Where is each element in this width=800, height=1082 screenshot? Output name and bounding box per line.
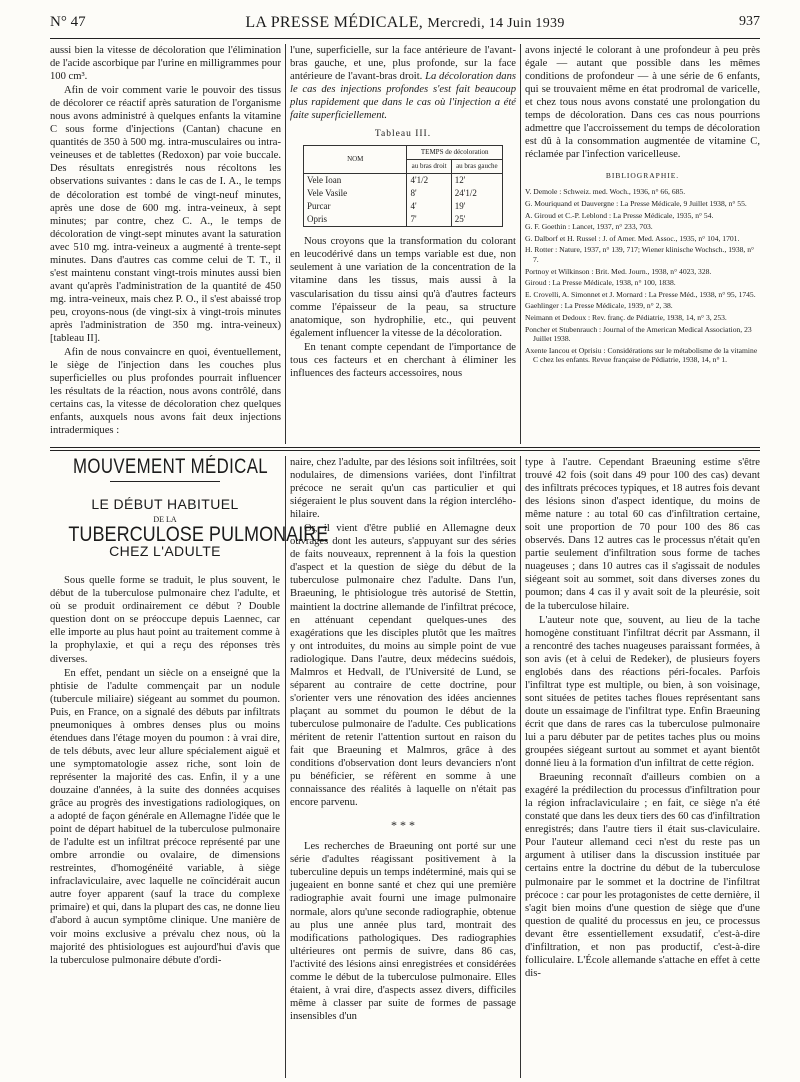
paragraph: naire, chez l'adulte, par des lésions soit infiltrées, soit nodulaires, de dimensions variées, dont l'infiltrat précoce ne serait qu'un cas particulier et qui siégeraient le plus souvent dans la région interclého-hilaire. [290, 457, 516, 521]
paragraph: Sous quelle forme se traduit, le plus souvent, le début de la tuberculose pulmonaire chez l'adulte, et où se produit ordinairement ce début ? Double question dont on se préoccupe depuis Laennec, car elle importe au plus haut point au traitement comme à la prophylaxie, et qui a reçu des réponses très diverses. [50, 575, 280, 665]
paragraph: avons injecté le colorant à une profondeur à peu près égale — autant que possible dans les mêmes conditions de profondeur — à une série de 6 enfants, qui se trouvaient même en état prodromal de varicelle, et chez tous nous avons constaté une prolongation du temps de décoloration. Dans ces cas nous pourrions admettre que l'accroissement du temps de décoloration est dû à la consommation augmentée de vitamine C, réclamée par l'infection varicelleuse. [525, 45, 760, 161]
paragraph: Nous croyons que la transformation du colorant en leucodérivé dans un temps variable est due, non seulement à une variation de la concentration de la vitamine dans les tissus, mais aussi à la vascularisation du tissu ainsi qu'à d'autres facteurs comme l'épaisseur de la peau, sa structure anatomique, son hydrophilie, etc., qui peuvent également influencer la vitesse de la décoloration. [290, 236, 516, 339]
bottom-column-1 [50, 455, 329, 1078]
top-column-3 [525, 44, 760, 442]
top-column-2 [290, 44, 516, 442]
page-number: 937 [739, 14, 760, 29]
header-rule [50, 38, 760, 39]
article-title-line-2: DE LA [153, 515, 177, 525]
bibliography-entry: Poncher et Stubenrauch : Journal of the American Medical Association, 23 Juillet 1938. [525, 324, 752, 344]
paragraph: l'une, superficielle, sur la face antérieure de l'avant-bras gauche, et une, plus profonde, sur la face antérieure de l'avant-bras droit. [290, 45, 516, 83]
table-header-name: NOM [304, 146, 407, 174]
bottom-column-2 [290, 456, 516, 1078]
bottom-column-3 [525, 456, 760, 1078]
article-title-line-1: LE DÉBUT HABITUEL [91, 496, 239, 513]
paragraph: En tenant compte cependant de l'importance de tous ces facteurs et en cherchant à éliminer les influences des facteurs accessoires, nous [290, 341, 516, 379]
article-title-main: TUBERCULOSE PULMONAIRE [68, 522, 329, 547]
column-divider [520, 44, 521, 444]
journal-name: LA PRESSE MÉDICALE, [245, 14, 424, 31]
section-rule-bottom [50, 450, 760, 451]
section-rule-top [50, 447, 760, 448]
paragraph: Afin de nous convaincre en quoi, éventuellement, le siège de l'injection dans les couches plus superficielles ou plus profondes pourrait influencer les résultats de la réaction, nous avons contrôlé, dans certains cas, la vitesse de décoloration chez quelques enfants, auxquels nous avons fait deux injections intradermiques : [50, 347, 281, 437]
page-header [50, 14, 760, 36]
bibliography-entry: Axente Iancou et Oprisiu : Considérations sur le métabolisme de la vitamine C chez les enfants. Revue française de Pédiatrie, 1938, 14, n° 1. [525, 345, 758, 365]
column-divider [285, 456, 286, 1078]
table-row [304, 200, 503, 213]
bibliography-entry: Giroud : La Presse Médicale, 1938, n° 100, 1838. [525, 278, 676, 288]
table-cell: 7' [407, 213, 451, 227]
table-cell: 25' [451, 213, 502, 227]
table-row [304, 174, 503, 188]
table-cell: 19' [451, 200, 502, 213]
article-title-line-4: CHEZ L'ADULTE [109, 543, 221, 560]
table-cell: 8' [407, 187, 451, 200]
table-cell: Opris [304, 213, 407, 227]
bibliography-entry: A. Giroud et C.-P. Leblond : La Presse Médicale, 1935, n° 54. [525, 210, 714, 220]
table-row [304, 213, 503, 227]
italic-conclusion: La décoloration dans le cas des injections profondes s'est fait beaucoup plus rapidement que dans le cas où l'injection a été faite superficiellement. [290, 71, 516, 122]
issue-number: N° 47 [50, 14, 86, 30]
column-divider [520, 456, 521, 1078]
bibliography-entry: G. Mouriquand et Dauvergne : La Presse Médicale, 9 Juillet 1938, n° 55. [525, 199, 747, 209]
bibliography-heading: BIBLIOGRAPHIE. [605, 171, 680, 181]
paragraph: type à l'autre. Cependant Braeuning estime s'être trouvé 42 fois (soit dans 49 pour 100 des cas) devant des infiltrats précoces typiques, et 18 autres fois devant des lésions sinon d'aspect identique, du moins de même nature : au total 60 cas d'infiltration certaine, soit une proportion de 70 pour 100 des 86 cas observés. Dans 12 autres cas le processus n'était qu'en partie seulement d'infiltration sous forme de taches nuageuses ; dans 10 autres cas il s'agissait de nodules siégeant soit au sommet, soit dans diverses zones du poumon; dans 4 cas il y avait soit de la pleurésie, soit de la tuberculose hilaire. [525, 457, 760, 612]
table-cell: Vele Ioan [304, 174, 407, 188]
table-cell: 12' [451, 174, 502, 188]
bibliography-entry: Gaehlinger : La Presse Médicale, 1939, n° 2, 38. [525, 301, 673, 311]
table-cell: Vele Vasile [304, 187, 407, 200]
bibliography-list [525, 187, 760, 365]
paragraph: Les recherches de Braeuning ont porté sur une série d'adultes réagissant positivement à la tuberculine depuis un temps indéterminé, mais qui se jugeaient en bonne santé et chez qui une première radiographie avait fourni une image pulmonaire normale, alors qu'une seconde radiographie, obtenue au plus une année plus tard, montrait des modifications pathologiques. Des radiographies ultérieures ont permis de suivre, dans 86 cas, l'activité des lésions ainsi enregistrées et considérées comme le début de la tuberculose pulmonaire. Elles étaient, à vrai dire, d'aspects assez divers, difficiles même à classer par suite de formes de passage insensibles d'un [290, 841, 516, 1022]
section-break-stars: * * * [391, 818, 415, 833]
bibliography-entry: H. Rotter : Nature, 1937, n° 139, 717; Wiener klinische Wochsch., 1938, n° 7. [525, 245, 755, 265]
bibliography-entry: E. Crovelli, A. Simonnet et J. Mornard : La Presse Méd., 1938, n° 95, 1745. [525, 289, 756, 299]
table-row [304, 187, 503, 200]
issue-date: Mercredi, 14 Juin 1939 [427, 16, 565, 31]
bibliography-entry: G. Dalborf et H. Russel : J. of Amer. Med. Assoc., 1935, n° 104, 1701. [525, 233, 740, 243]
table-cell: 24'1/2 [451, 187, 502, 200]
paragraph: Braeuning reconnaît d'ailleurs combien on a exagéré la prédilection du processus d'infiltration pour la région infraclaviculaire ; en fait, ce siège n'a été constaté que dans les deux tiers des 60 cas d'infiltration enregistrés; dans l'autre tiers il était sus-claviculaire. Pour l'auteur allemand ceci n'est du reste pas un argument à utiliser dans la discussion instituée par certains entre la doctrine du début de la tuberculose pulmonaire par le sommet et la doctrine de l'infiltrat précoce : car pour les protagonistes de cette dernière, il s'agit bien moins d'une question de siège que d'une question de qualité du processus en jeu, ce processus devant être essentiellement exsudatif, c'est-à-dire d'infiltration, et non pas productif, c'est-à-dire folliculaire. L'École allemande s'attache en effet à cette dis- [525, 772, 760, 979]
paragraph: L'auteur note que, souvent, au lieu de la tache homogène constituant l'infiltrat décrit par Assmann, il a rencontré des taches nuageuses paraissant formées, à son avis (et à celui de Redeker), de plusieurs foyers englobés dans des réactions péri-focales. Parfois l'infiltrat type est multiple, ou bien, à son voisinage, sont situées de petites taches floues représentant sans doute un essaimage de l'infiltrat type. Enfin Braeuning écrit que dans de rares cas la tuberculose pulmonaire lui a paru débuter par de petites taches plus ou moins groupées siégeant surtout au sommet et ayant bientôt donné lieu à la formation d'un infiltrat de cette région. [525, 614, 760, 770]
bibliography-entry: G. F. Goethin : Lancet, 1937, n° 233, 703. [525, 222, 653, 232]
table-cell: 4'1/2 [407, 174, 451, 188]
top-column-1 [50, 44, 281, 442]
column-divider [285, 44, 286, 444]
results-table [303, 145, 503, 227]
journal-title [50, 14, 760, 32]
table-header-right: au bras droit [407, 160, 451, 174]
bibliography-entry: Neimann et Dedoux : Rev. franç. de Pédiatrie, 1938, 14, n° 3, 253. [525, 313, 727, 322]
table-header-left: au bras gauche [451, 160, 502, 174]
paragraph: En effet, pendant un siècle on a enseigné que la phtisie de l'adulte commençait par un nodule (tubercule miliaire) siégeant au sommet du poumon. Puis, en France, on a signalé des débuts par infiltrats pneumoniques à ombres denses plus ou moins étendues dans l'étage moyen du poumon : à vrai dire, de tels débuts, avec leur allure spécialement aiguë et une symptomatologie assez riche, sont loin de représenter la majorité des cas. Enfin, il y a une douzaine d'années, à la suite des données acquises grâce au progrès des investigations radiologiques, on a adopté de façon générale en Allemagne l'idée que le point de départ habituel de la tuberculose pulmonaire de l'adulte est un infiltrat précoce représenté par une ombre arrondie ou ovalaire, de dimensions restreintes, d'homogénéité variable, à siège infraclaviculaire, avec laquelle ne coïncidérait aucun autre foyer apparent (sauf la trace du complexe primaire) et qui, dans la plupart des cas, ne donne lieu d'abord à aucun symptôme clinique. Une manière de voir moins exclusive a prévalu chez nous, où la majorité des phtisiologues est aujourd'hui d'avis que la tuberculose pulmonaire débute d'ordi- [50, 667, 280, 966]
paragraph: Or, il vient d'être publié en Allemagne deux ouvrages dont les auteurs, s'appuyant sur des séries de faits nouveaux, reprennent à la fois la question d'aspect et la question de siège du début de la tuberculose pulmonaire chez l'adulte. Dans l'un, Braeuning, le phtisiologue très autorisé de Stettin, maintient la doctrine allemande de l'infiltrat précoce, en atténuant cependant quelques-unes des exagérations que les disciples plutôt que les maîtres y ont introduites, du moins au simple point de vue radiologique. Dans l'autre, deux médecins suédois, Malmros et Hedvall, de l'Université de Lund, se séparent au contraire de cette doctrine, pour s'orienter vers une rénovation des idées anciennes plaçant au sommet du poumon le début de la tuberculose pulmonaire de l'adulte. Ces publications méritent de retenir l'attention surtout en raison du fait que Braeuning et Malmros, grâce à des conditions d'observation dont leurs devanciers n'ont pu bénéficier, se réfèrent en somme à une connaissance des réalités à laquelle on n'était pas encore parvenu. [290, 523, 516, 809]
paragraph: aussi bien la vitesse de décoloration que l'élimination de l'acide ascorbique par l'urine en milligrammes pour 100 cm³. [50, 45, 281, 83]
paragraph: Afin de voir comment varie le pouvoir des tissus de décolorer ce réactif après saturation de l'organisme nous avons administré à quelques enfants la vitamine C sous forme d'injections (Cantan) chacune en quantités de 350 à 500 mg. intra-musculaires ou intra-veineuses et de tablettes (Redoxon) par voie buccale. Des résultats enregistrés nous récoltons les observations suivantes : dans le cas de I. A., le temps de décoloration est tombé de vingt-neuf minutes, après une dose de 600 mg. intra-veineux, à sept minutes; par contre, chez C. A., le temps de décoloration de vingt-sept minutes avant la saturation avec 510 mg. intra-veineux a augmenté à trente-sept minutes. Dans d'autres cas comme celui de T. T., il s'est maintenu constant vingt-trois minutes aussi bien avant qu'après l'administration de la quantité de 450 mg. intra-veineux, mais chez P. O., il s'est abaissé trop peu, croyons-nous (de vingt-six à vingt-trois minutes après l'administration de 350 mg. intra-veineux) [tableau II]. [50, 85, 281, 345]
table-caption: Tableau III. [374, 129, 432, 140]
table-cell: Purcar [304, 200, 407, 213]
bibliography-entry: V. Demole : Schweiz. med. Woch., 1936, n° 66, 685. [525, 187, 686, 197]
bibliography-entry: Portnoy et Wilkinson : Brit. Med. Journ., 1938, n° 4023, 328. [525, 266, 712, 276]
section-title-rule [110, 481, 220, 482]
table-header-group: TEMPS de décoloration [407, 146, 503, 160]
section-title: MOUVEMENT MÉDICAL [73, 455, 269, 478]
table-cell: 4' [407, 200, 451, 213]
